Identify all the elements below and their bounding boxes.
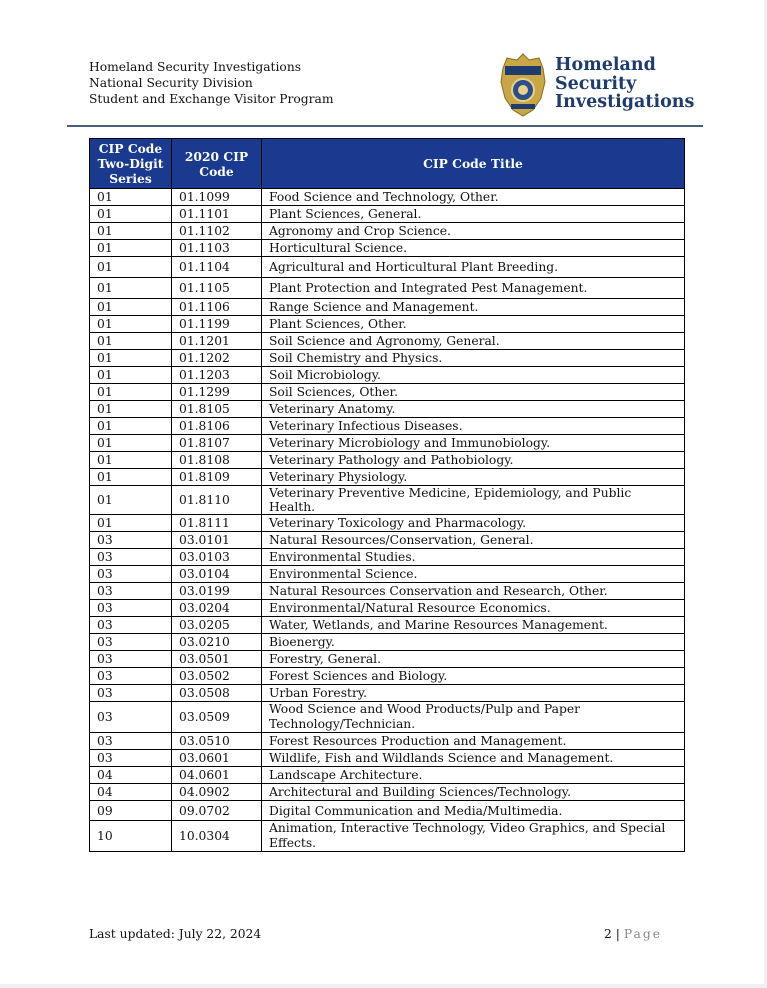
cell-title: Soil Science and Agronomy, General. <box>262 333 685 350</box>
cell-cip-code: 03.0501 <box>172 651 262 668</box>
table-row <box>90 685 685 702</box>
cell-title: Veterinary Microbiology and Immunobiology. <box>262 435 685 452</box>
table-row <box>90 515 685 532</box>
cell-cip-code: 01.1199 <box>172 316 262 333</box>
cell-cip-code: 01.8111 <box>172 515 262 532</box>
table-row <box>90 651 685 668</box>
table-row <box>90 316 685 333</box>
cell-cip-code: 01.1101 <box>172 206 262 223</box>
table-row <box>90 733 685 750</box>
cell-series: 03 <box>90 668 172 685</box>
logo-line-homeland: Homeland <box>555 55 656 75</box>
cell-cip-code: 01.8105 <box>172 401 262 418</box>
page-number <box>604 927 662 941</box>
page-label: Page <box>623 927 663 941</box>
cell-title: Animation, Interactive Technology, Video Graphics, and Special Effects. <box>262 821 685 852</box>
cell-cip-code: 03.0101 <box>172 532 262 549</box>
table-row <box>90 223 685 240</box>
cell-series: 01 <box>90 189 172 206</box>
cell-cip-code: 03.0502 <box>172 668 262 685</box>
table-row <box>90 240 685 257</box>
cell-cip-code: 10.0304 <box>172 821 262 852</box>
cell-cip-code: 04.0902 <box>172 784 262 801</box>
header-line-program: Student and Exchange Visitor Program <box>89 92 334 106</box>
cell-series: 01 <box>90 223 172 240</box>
table-row <box>90 418 685 435</box>
table-row <box>90 532 685 549</box>
table-row <box>90 401 685 418</box>
cell-title: Veterinary Physiology. <box>262 469 685 486</box>
cell-title: Environmental/Natural Resource Economics. <box>262 600 685 617</box>
cell-cip-code: 03.0199 <box>172 583 262 600</box>
cell-title: Plant Protection and Integrated Pest Management. <box>262 278 685 299</box>
cell-cip-code: 01.1103 <box>172 240 262 257</box>
cell-title: Veterinary Preventive Medicine, Epidemiology, and Public Health. <box>262 486 685 515</box>
cell-series: 03 <box>90 733 172 750</box>
cell-title: Urban Forestry. <box>262 685 685 702</box>
cell-title: Forest Resources Production and Management. <box>262 733 685 750</box>
cell-cip-code: 03.0601 <box>172 750 262 767</box>
table-row <box>90 617 685 634</box>
cell-series: 01 <box>90 452 172 469</box>
cell-title: Veterinary Infectious Diseases. <box>262 418 685 435</box>
table-row <box>90 566 685 583</box>
column-header-series: CIP Code Two-Digit Series <box>90 139 172 189</box>
table-row <box>90 435 685 452</box>
cell-series: 01 <box>90 206 172 223</box>
cell-series: 03 <box>90 750 172 767</box>
cell-title: Soil Sciences, Other. <box>262 384 685 401</box>
cell-cip-code: 01.1104 <box>172 257 262 278</box>
cell-title: Food Science and Technology, Other. <box>262 189 685 206</box>
cell-cip-code: 03.0103 <box>172 549 262 566</box>
cell-series: 01 <box>90 435 172 452</box>
cell-cip-code: 04.0601 <box>172 767 262 784</box>
cell-title: Bioenergy. <box>262 634 685 651</box>
table-header-row <box>90 139 685 189</box>
cell-series: 03 <box>90 617 172 634</box>
cell-series: 01 <box>90 350 172 367</box>
cell-cip-code: 01.8110 <box>172 486 262 515</box>
cell-series: 01 <box>90 367 172 384</box>
cell-cip-code: 03.0510 <box>172 733 262 750</box>
logo-line-investigations: Investigations <box>555 92 695 112</box>
table-row <box>90 469 685 486</box>
last-updated: Last updated: July 22, 2024 <box>89 927 262 941</box>
cell-series: 01 <box>90 316 172 333</box>
header-organization <box>89 59 334 107</box>
cell-cip-code: 01.8106 <box>172 418 262 435</box>
column-header-cip-code: 2020 CIP Code <box>172 139 262 189</box>
cell-series: 01 <box>90 240 172 257</box>
table-row <box>90 299 685 316</box>
cell-series: 03 <box>90 600 172 617</box>
cell-title: Digital Communication and Media/Multimedia. <box>262 801 685 821</box>
cell-cip-code: 01.1106 <box>172 299 262 316</box>
cell-cip-code: 01.1299 <box>172 384 262 401</box>
cell-title: Landscape Architecture. <box>262 767 685 784</box>
cell-title: Natural Resources Conservation and Research, Other. <box>262 583 685 600</box>
cell-series: 03 <box>90 702 172 733</box>
cell-title: Forestry, General. <box>262 651 685 668</box>
table-row <box>90 767 685 784</box>
cell-cip-code: 01.1099 <box>172 189 262 206</box>
cell-title: Veterinary Pathology and Pathobiology. <box>262 452 685 469</box>
table-row <box>90 634 685 651</box>
cell-cip-code: 03.0508 <box>172 685 262 702</box>
cell-series: 03 <box>90 549 172 566</box>
cell-cip-code: 01.1102 <box>172 223 262 240</box>
cell-title: Architectural and Building Sciences/Technology. <box>262 784 685 801</box>
cell-title: Environmental Studies. <box>262 549 685 566</box>
cell-title: Water, Wetlands, and Marine Resources Management. <box>262 617 685 634</box>
header-divider <box>67 125 703 127</box>
cell-title: Wood Science and Wood Products/Pulp and Paper Technology/Technician. <box>262 702 685 733</box>
cell-title: Plant Sciences, Other. <box>262 316 685 333</box>
cell-title: Wildlife, Fish and Wildlands Science and Management. <box>262 750 685 767</box>
table-row <box>90 801 685 821</box>
cell-series: 01 <box>90 401 172 418</box>
cell-title: Veterinary Anatomy. <box>262 401 685 418</box>
cell-cip-code: 01.1105 <box>172 278 262 299</box>
cell-series: 01 <box>90 515 172 532</box>
cell-series: 01 <box>90 257 172 278</box>
cip-code-table <box>89 138 685 852</box>
cell-series: 10 <box>90 821 172 852</box>
table-body <box>90 189 685 852</box>
table-row <box>90 668 685 685</box>
cell-cip-code: 03.0210 <box>172 634 262 651</box>
cell-title: Veterinary Toxicology and Pharmacology. <box>262 515 685 532</box>
table-row <box>90 784 685 801</box>
cell-series: 03 <box>90 685 172 702</box>
cell-cip-code: 01.8107 <box>172 435 262 452</box>
table-row <box>90 384 685 401</box>
cell-cip-code: 01.1201 <box>172 333 262 350</box>
cell-cip-code: 01.8108 <box>172 452 262 469</box>
cell-series: 04 <box>90 767 172 784</box>
cell-title: Soil Chemistry and Physics. <box>262 350 685 367</box>
cell-title: Plant Sciences, General. <box>262 206 685 223</box>
cell-series: 01 <box>90 384 172 401</box>
cell-series: 01 <box>90 299 172 316</box>
table-row <box>90 333 685 350</box>
cell-cip-code: 03.0204 <box>172 600 262 617</box>
cell-series: 01 <box>90 418 172 435</box>
cell-title: Environmental Science. <box>262 566 685 583</box>
cell-title: Natural Resources/Conservation, General. <box>262 532 685 549</box>
cell-series: 01 <box>90 333 172 350</box>
cell-title: Soil Microbiology. <box>262 367 685 384</box>
cell-series: 09 <box>90 801 172 821</box>
table-row <box>90 206 685 223</box>
cell-cip-code: 03.0205 <box>172 617 262 634</box>
cell-series: 03 <box>90 566 172 583</box>
cell-series: 03 <box>90 583 172 600</box>
cell-title: Agronomy and Crop Science. <box>262 223 685 240</box>
table-row <box>90 452 685 469</box>
cell-series: 03 <box>90 651 172 668</box>
cell-series: 04 <box>90 784 172 801</box>
cell-cip-code: 03.0509 <box>172 702 262 733</box>
logo-line-security: Security <box>555 73 637 94</box>
table-row <box>90 600 685 617</box>
cell-cip-code: 01.1203 <box>172 367 262 384</box>
table-row <box>90 189 685 206</box>
cell-series: 01 <box>90 278 172 299</box>
table-row <box>90 350 685 367</box>
header-line-agency: Homeland Security Investigations <box>89 60 302 74</box>
table-row <box>90 583 685 600</box>
hsi-logo-wordmark <box>555 56 694 112</box>
table-row <box>90 367 685 384</box>
cell-series: 03 <box>90 532 172 549</box>
page-separator: | <box>615 927 620 941</box>
cell-cip-code: 01.8109 <box>172 469 262 486</box>
cell-cip-code: 09.0702 <box>172 801 262 821</box>
header-line-division: National Security Division <box>89 76 253 90</box>
table-row <box>90 486 685 515</box>
cell-title: Range Science and Management. <box>262 299 685 316</box>
cell-series: 01 <box>90 486 172 515</box>
cell-title: Forest Sciences and Biology. <box>262 668 685 685</box>
column-header-title: CIP Code Title <box>262 139 685 189</box>
page-number-value: 2 <box>604 927 612 941</box>
table-row <box>90 257 685 278</box>
cell-title: Horticultural Science. <box>262 240 685 257</box>
cell-cip-code: 03.0104 <box>172 566 262 583</box>
table-row <box>90 821 685 852</box>
table-row <box>90 549 685 566</box>
cell-title: Agricultural and Horticultural Plant Breeding. <box>262 257 685 278</box>
hsi-badge-icon <box>499 52 547 118</box>
cell-series: 03 <box>90 634 172 651</box>
table-row <box>90 750 685 767</box>
cell-series: 01 <box>90 469 172 486</box>
cell-cip-code: 01.1202 <box>172 350 262 367</box>
table-row <box>90 702 685 733</box>
table-row <box>90 278 685 299</box>
